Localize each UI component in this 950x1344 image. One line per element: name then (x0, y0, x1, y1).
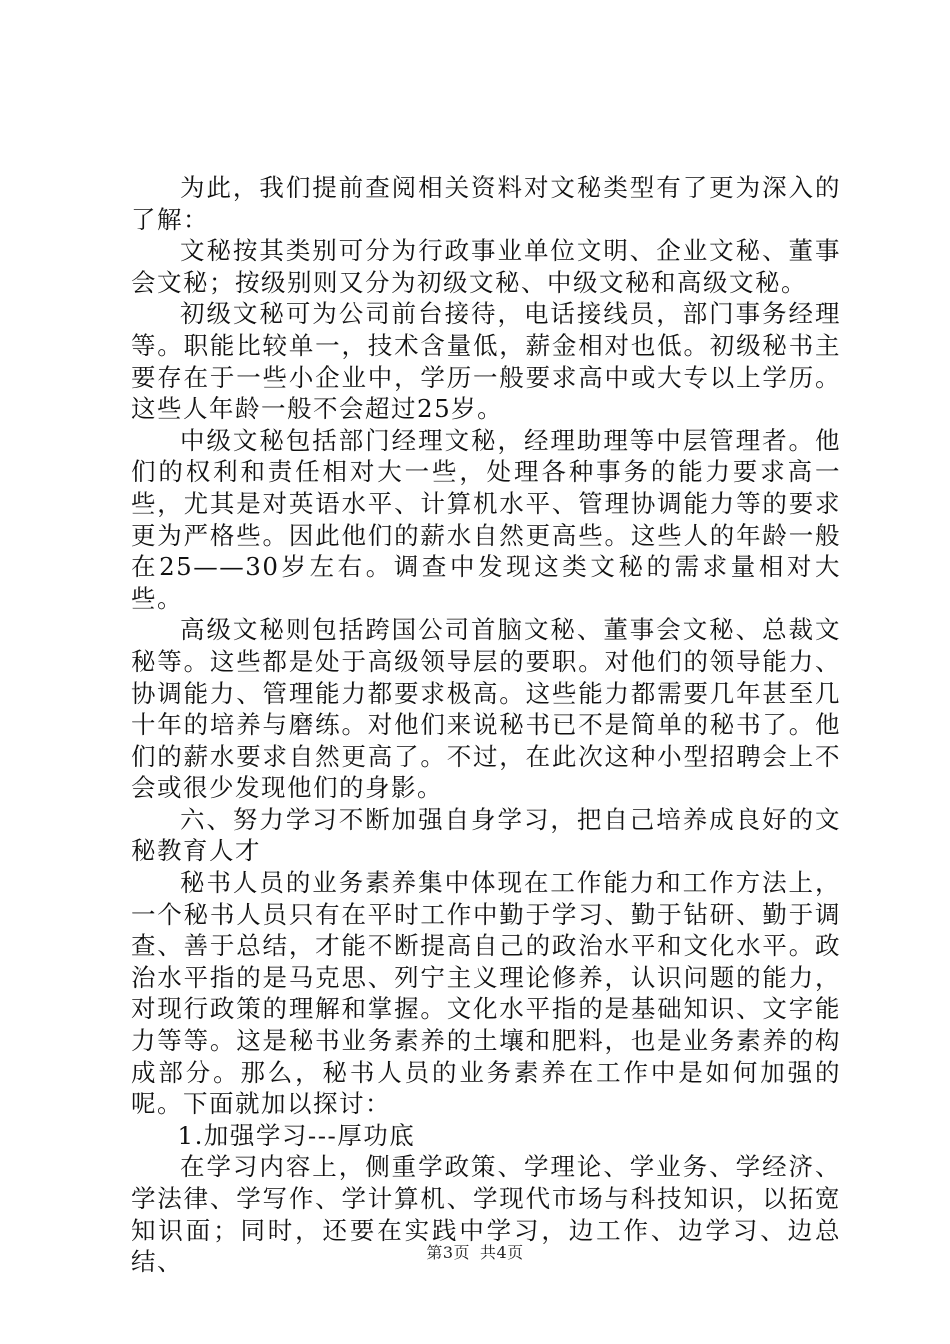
paragraph-senior-secretary: 高级文秘则包括跨国公司首脑文秘、董事会文秘、总裁文秘等。这些都是处于高级领导层的要职。对他们的领导能力、协调能力、管理能力都要求极高。这些能力都需要几年甚至几十年的培养与磨练。对他们来说秘书已不是简单的秘书了。他们的薪水要求自然更高了。不过，在此次这种小型招聘会上不会或很少发现他们的身影。 (131, 615, 841, 803)
list-item-strengthen-study: 1.加强学习---厚功底 (177, 1120, 416, 1150)
paragraph-study-content: 在学习内容上，侧重学政策、学理论、学业务、学经济、学法律、学写作、学计算机、学现代市场与科技知识，以拓宽知识面；同时，还要在实践中学习，边工作、边学习、边总结、 (131, 1152, 841, 1277)
section-heading-six: 六、努力学习不断加强自身学习，把自己培养成良好的文秘教育人才 (131, 804, 841, 866)
paragraph-intro: 为此，我们提前查阅相关资料对文秘类型有了更为深入的了解： (131, 173, 841, 234)
paragraph-professional-quality: 秘书人员的业务素养集中体现在工作能力和工作方法上，一个秘书人员只有在平时工作中勤于学习、勤于钻研、勤于调查、善于总结，才能不断提高自己的政治水平和文化水平。政治水平指的是马克思、列宁主义理论修养，认识问题的能力，对现行政策的理解和掌握。文化水平指的是基础知识、文字能力等等。这是秘书业务素养的土壤和肥料，也是业务素养的构成部分。那么，秘书人员的业务素养在工作中是如何加强的呢。下面就加以探讨： (131, 868, 841, 1119)
document-body (131, 172, 841, 1278)
paragraph-categories: 文秘按其类别可分为行政事业单位文明、企业文秘、董事会文秘；按级别则又分为初级文秘、中级文秘和高级文秘。 (131, 236, 841, 297)
page-total: 共4页 (480, 1243, 524, 1262)
paragraph-mid-secretary: 中级文秘包括部门经理文秘，经理助理等中层管理者。他们的权利和责任相对大一些，处理各种事务的能力要求高一些，尤其是对英语水平、计算机水平、管理协调能力等的要求更为严格些。因此他们的薪水自然更高些。这些人的年龄一般在25——30岁左右。调查中发现这类文秘的需求量相对大些。 (131, 425, 841, 613)
page-number: 第3页 (426, 1243, 470, 1262)
paragraph-junior-secretary: 初级文秘可为公司前台接待，电话接线员，部门事务经理等。职能比较单一，技术含量低，薪金相对也低。初级秘书主要存在于一些小企业中，学历一般要求高中或大专以上学历。这些人年龄一般不会超过25岁。 (131, 299, 841, 424)
page-footer (0, 1240, 950, 1263)
